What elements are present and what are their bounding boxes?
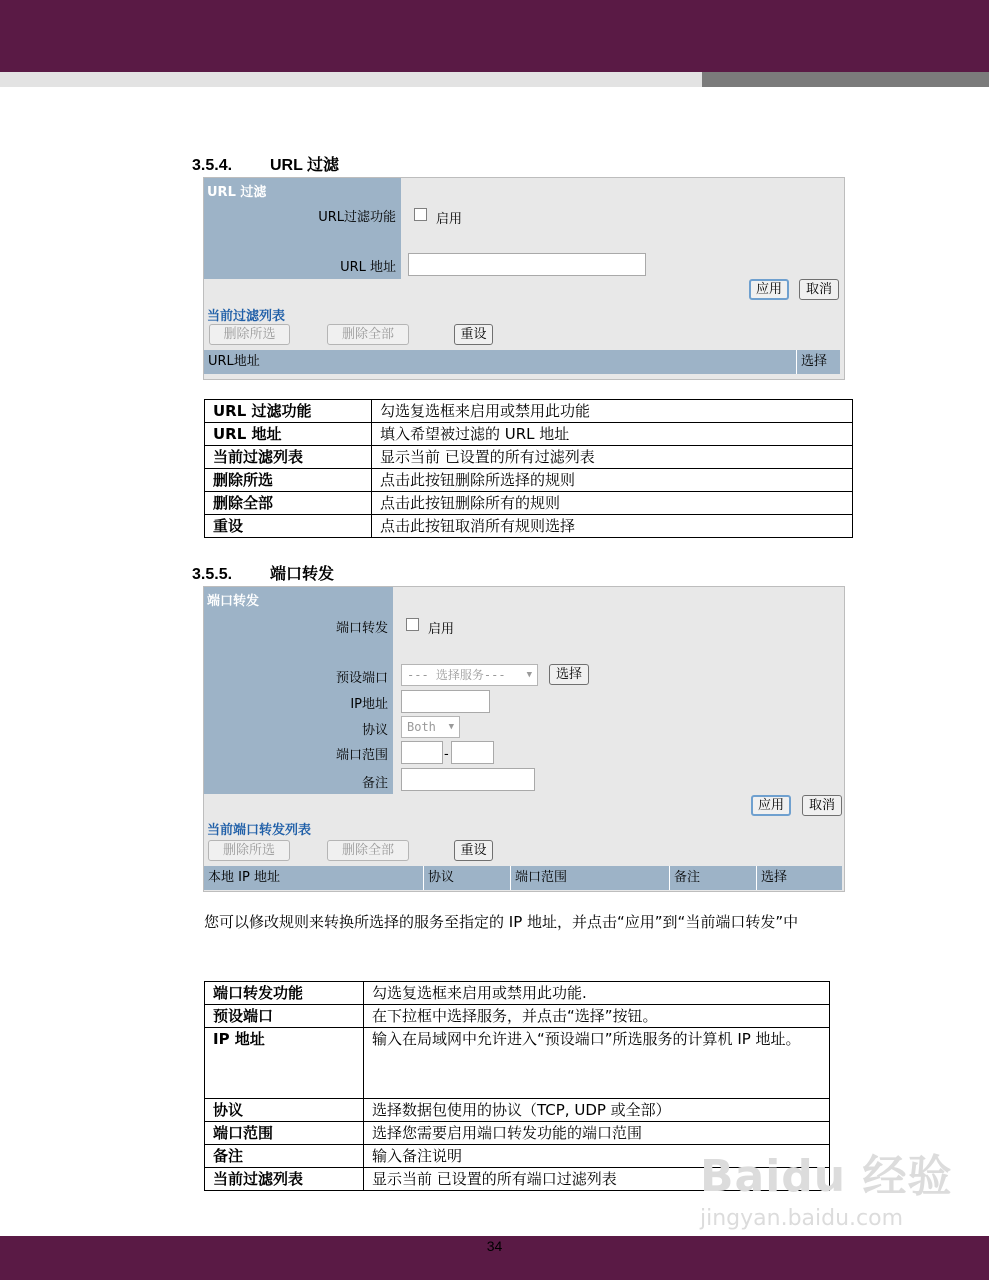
row-value: 显示当前 已设置的所有过滤列表 [372, 446, 853, 469]
row-key: 预设端口 [205, 1005, 364, 1028]
port-forward-panel [203, 586, 845, 892]
current-forward-list-title: 当前端口转发列表 [207, 823, 312, 838]
chevron-down-icon: ▼ [448, 722, 454, 732]
table-row [205, 400, 853, 423]
delete-selected-button[interactable]: 删除所选 [209, 324, 290, 345]
row-key: URL 地址 [205, 423, 372, 446]
table-row [205, 1028, 830, 1099]
baidu-watermark [700, 1140, 952, 1231]
table-row [205, 982, 830, 1005]
row-key: 当前过滤列表 [205, 446, 372, 469]
enable-label: 启用 [436, 212, 463, 227]
column-select: 选择 [756, 866, 842, 890]
row-key: 重设 [205, 515, 372, 538]
row-key: 备注 [205, 1145, 364, 1168]
row-value: 勾选复选框来启用或禁用此功能 [372, 400, 853, 423]
protocol-label: 协议 [361, 723, 388, 738]
column-port-range: 端口范围 [510, 866, 669, 890]
url-address-label: URL 地址 [340, 260, 396, 275]
column-note: 备注 [669, 866, 756, 890]
column-protocol: 协议 [423, 866, 510, 890]
forward-list-header [204, 866, 842, 890]
row-value: 输入备注说明 [364, 1145, 830, 1168]
preset-port-label: 预设端口 [335, 671, 388, 686]
section-heading-url-filter [192, 152, 339, 175]
ip-address-input[interactable] [401, 690, 490, 713]
column-select: 选择 [796, 350, 840, 374]
section-heading-port-forward [192, 561, 334, 584]
note-input[interactable] [401, 768, 535, 791]
cancel-button[interactable]: 取消 [802, 795, 842, 816]
table-row [205, 446, 853, 469]
table-row [205, 1099, 830, 1122]
filter-list-header [204, 350, 840, 374]
table-row [205, 492, 853, 515]
protocol-value: Both [407, 720, 436, 734]
row-key: 删除全部 [205, 492, 372, 515]
row-value: 填入希望被过滤的 URL 地址 [372, 423, 853, 446]
url-address-input[interactable] [408, 253, 646, 276]
preset-service-select[interactable] [401, 664, 538, 686]
delete-selected-button[interactable]: 删除所选 [208, 840, 290, 861]
section-title: URL 过滤 [270, 157, 340, 174]
page-number: 34 [486, 1238, 503, 1254]
port-range-label: 端口范围 [335, 748, 388, 763]
port-forward-paragraph: 您可以修改规则来转换所选择的服务至指定的 IP 地址，并点击“应用”到“当前端口转发”中 [204, 913, 799, 931]
url-filter-enable-checkbox[interactable] [414, 208, 427, 221]
delete-all-button[interactable]: 删除全部 [327, 840, 409, 861]
row-key: URL 过滤功能 [205, 400, 372, 423]
column-local-ip: 本地 IP 地址 [208, 870, 280, 885]
current-filter-list-title: 当前过滤列表 [207, 309, 286, 324]
row-value: 勾选复选框来启用或禁用此功能. [364, 982, 830, 1005]
table-row [205, 469, 853, 492]
row-key: 端口范围 [205, 1122, 364, 1145]
row-value: 点击此按钮删除所有的规则 [372, 492, 853, 515]
row-value: 点击此按钮取消所有规则选择 [372, 515, 853, 538]
row-key: 删除所选 [205, 469, 372, 492]
row-value: 选择数据包使用的协议（TCP, UDP 或全部） [364, 1099, 830, 1122]
row-key: 协议 [205, 1099, 364, 1122]
header-bar [0, 0, 989, 72]
row-key: IP 地址 [205, 1028, 364, 1099]
apply-button[interactable]: 应用 [749, 279, 789, 300]
row-value: 显示当前 已设置的所有端口过滤列表 [364, 1168, 830, 1191]
panel-title: 端口转发 [207, 594, 260, 609]
reset-button[interactable]: 重设 [454, 324, 493, 345]
row-value: 在下拉框中选择服务，并点击“选择”按钮。 [364, 1005, 830, 1028]
row-key: 当前过滤列表 [205, 1168, 364, 1191]
select-service-button[interactable]: 选择 [549, 664, 589, 685]
panel-title: URL 过滤 [207, 185, 267, 200]
section-number: 3.5.5. [192, 566, 233, 583]
url-filter-panel [203, 177, 845, 380]
section-number: 3.5.4. [192, 157, 233, 174]
apply-button[interactable]: 应用 [751, 795, 791, 816]
port-forward-label: 端口转发 [335, 621, 388, 636]
row-value: 点击此按钮删除所选择的规则 [372, 469, 853, 492]
table-row [205, 423, 853, 446]
preset-service-value: --- 选择服务--- [407, 668, 506, 682]
ip-address-label: IP地址 [350, 697, 388, 712]
table-row [205, 1005, 830, 1028]
watermark-url: jingyan.baidu.com [700, 1206, 904, 1231]
chevron-down-icon: ▼ [526, 670, 532, 680]
note-label: 备注 [361, 776, 388, 791]
row-value: 选择您需要启用端口转发功能的端口范围 [364, 1122, 830, 1145]
port-forward-enable-checkbox[interactable] [406, 618, 419, 631]
watermark-logo: Baidu 经验 [700, 1151, 953, 1202]
protocol-select[interactable] [401, 716, 460, 738]
reset-button[interactable]: 重设 [454, 840, 493, 861]
header-rule-dark [702, 72, 989, 87]
delete-all-button[interactable]: 删除全部 [327, 324, 409, 345]
enable-label: 启用 [428, 622, 455, 637]
url-filter-enable-label: URL过滤功能 [318, 210, 396, 225]
port-range-start-input[interactable] [401, 741, 443, 764]
port-range-separator: - [444, 747, 449, 762]
header-rule-light [0, 72, 702, 87]
table-row [205, 515, 853, 538]
port-range-end-input[interactable] [451, 741, 494, 764]
cancel-button[interactable]: 取消 [799, 279, 839, 300]
section-title: 端口转发 [270, 566, 335, 583]
row-key: 端口转发功能 [205, 982, 364, 1005]
url-filter-description-table [204, 399, 853, 538]
column-url-address: URL地址 [208, 354, 260, 369]
row-value: 输入在局域网中允许进入“预设端口”所选服务的计算机 IP 地址。 [364, 1028, 830, 1099]
